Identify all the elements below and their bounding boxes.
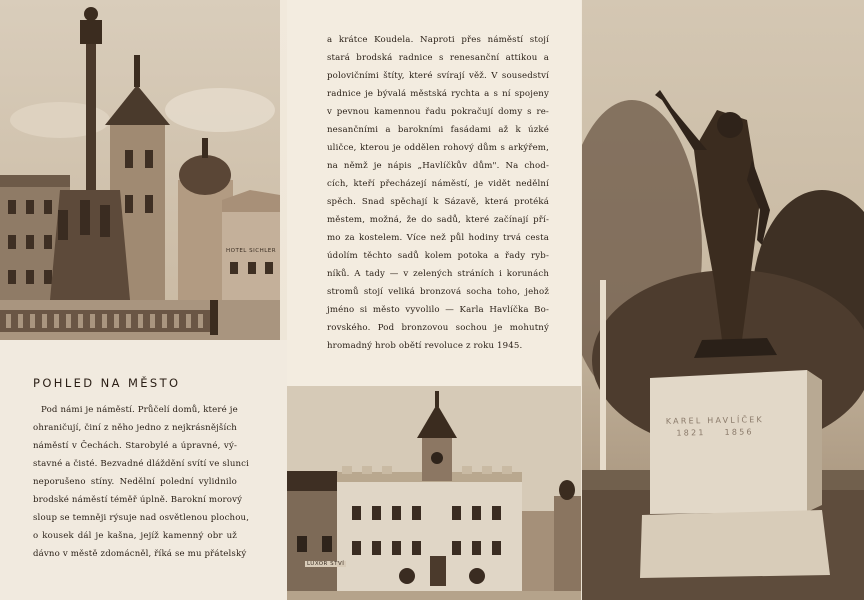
text-line: níků. A tady — v zelených stráních i korunách [327,269,549,279]
text-line: stromů stojí veliká bronzová socha toho, jehož [327,287,549,297]
text-line: radnice je bývalá městská rychta a s ní spojeny [327,89,549,99]
photo-town-hall [287,386,581,600]
text-line: rovského. Pod bronzovou sochou je mohutný [327,323,549,333]
text-line: o kousek dál je kašna, jejíž kamenný obr už [33,531,237,541]
text-line: hromadný hrob obětí revoluce z roku 1945. [327,341,523,351]
text-line: stavné a čisté. Bezvadné dláždění svítí ve slunci [33,459,250,469]
text-line: údolím těchto sadů kolem potoka a řady ryb- [327,251,549,261]
body-text-column-bottom [33,401,250,563]
text-line: brodské náměstí téměř úplně. Barokní morový [33,495,243,505]
text-line: stará brodská radnice s renesanční attikou a [327,53,549,63]
plinth-name: KAREL HAVLÍČEK [665,415,765,426]
text-line: dávno v městě zdomácněl, říká se mu přátelský [33,549,247,559]
plinth-inscription [660,414,770,440]
text-line: ohraničují, činí z něho jedno z nejkrásnějších [33,423,237,433]
text-line: nesančními a barokními fasádami až k úzké [327,125,549,135]
section-heading: POHLED NA MĚSTO [33,376,181,390]
text-line: a krátce Koudela. Naproti přes náměstí stojí [327,35,549,45]
text-line: městem, možná, že do sadů, které začínají pří- [327,215,549,225]
text-line: uličce, kterou je oddělen rohový dům s arkýřem, [327,143,549,153]
text-line: spěch. Snad spěchají k Sázavě, která protéká [327,197,549,207]
plinth-years: 1821 1856 [676,427,754,438]
text-line: jméno si město vyvolilo — Karla Havlíčka Bo- [327,305,549,315]
text-line: polovičními štíty, které svírají věž. V sousedství [327,71,549,81]
text-line: v pevnou kamennou řadu pokračují domy s re- [327,107,549,117]
text-line: na němž je nápis „Havlíčkův dům". Na chod- [327,161,549,171]
text-line: cích, kteří přecházejí náměstí, je vidět nedělní [327,179,549,189]
photo-havlicek-statue [582,0,864,600]
body-text-column-top [327,31,549,355]
text-line: Pod námi je náměstí. Průčelí domů, které je [41,405,238,415]
text-line: náměstí v Čechách. Starobylé a úpravné, vý- [33,441,237,451]
hotel-sign: HOTEL SICHLER [226,248,277,254]
photo-town-square [0,0,280,340]
store-sign: LUXOR STVÍ [307,561,345,567]
text-line: neporušeno stíny. Nedělní polední vylidnilo [33,477,237,487]
text-line: sloup se temněji rýsuje nad osvětlenou plochou, [33,513,250,523]
text-line: mo za kostelem. Více než půl hodiny trvá cesta [327,233,549,243]
